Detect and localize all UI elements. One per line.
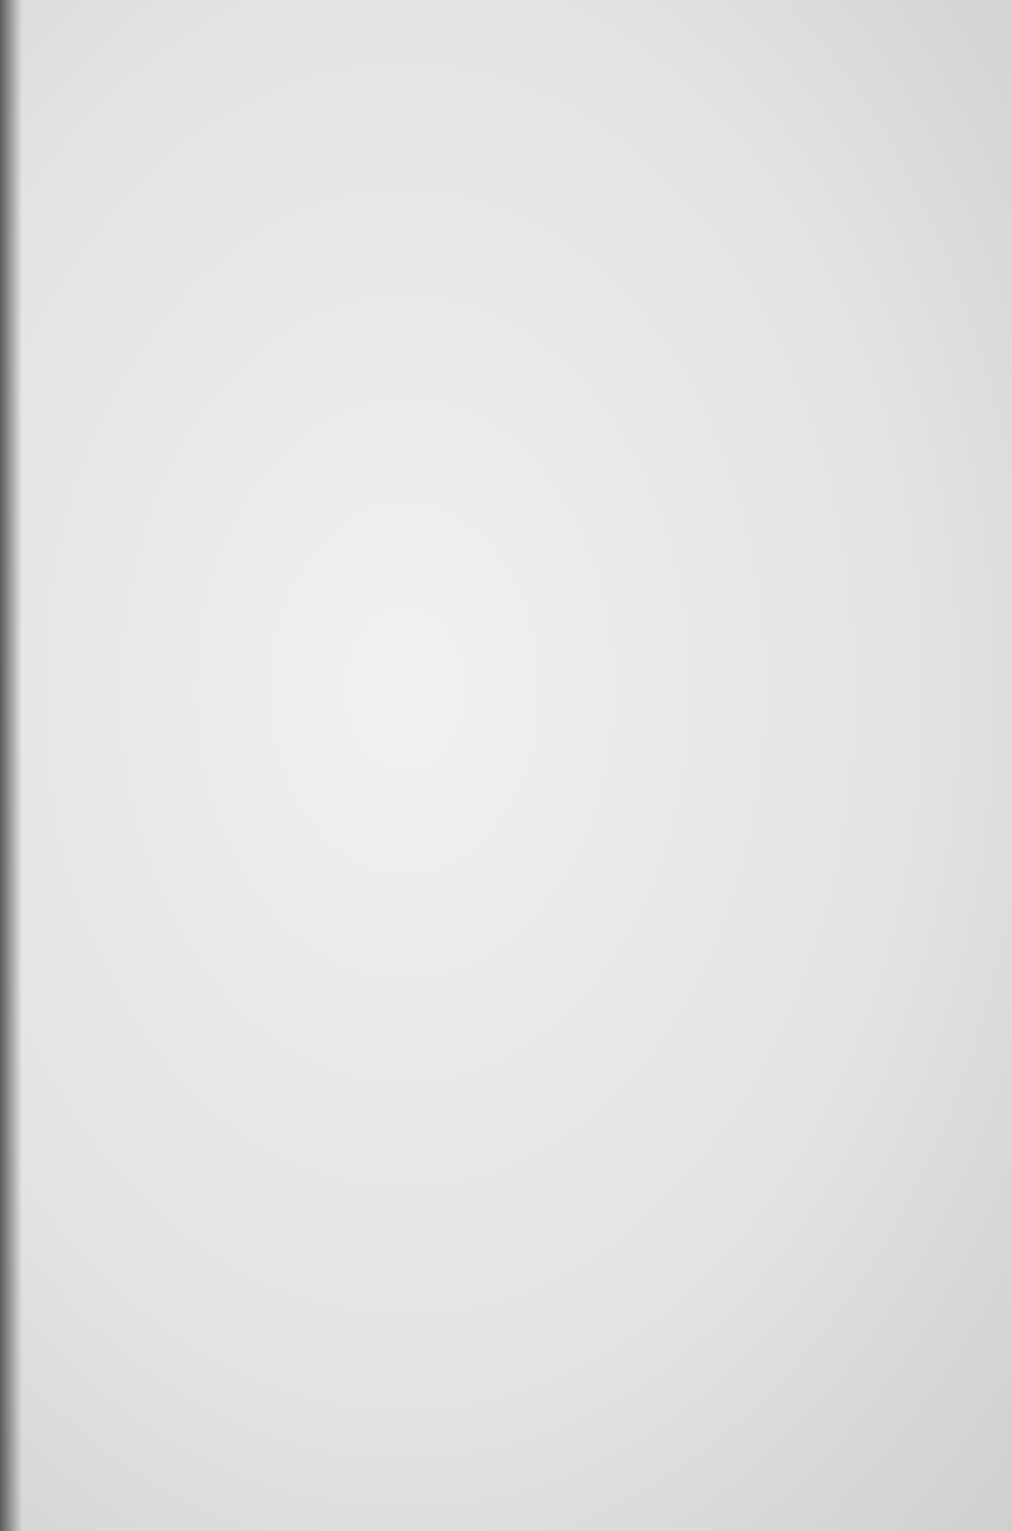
scan-shadow [0,0,22,1531]
